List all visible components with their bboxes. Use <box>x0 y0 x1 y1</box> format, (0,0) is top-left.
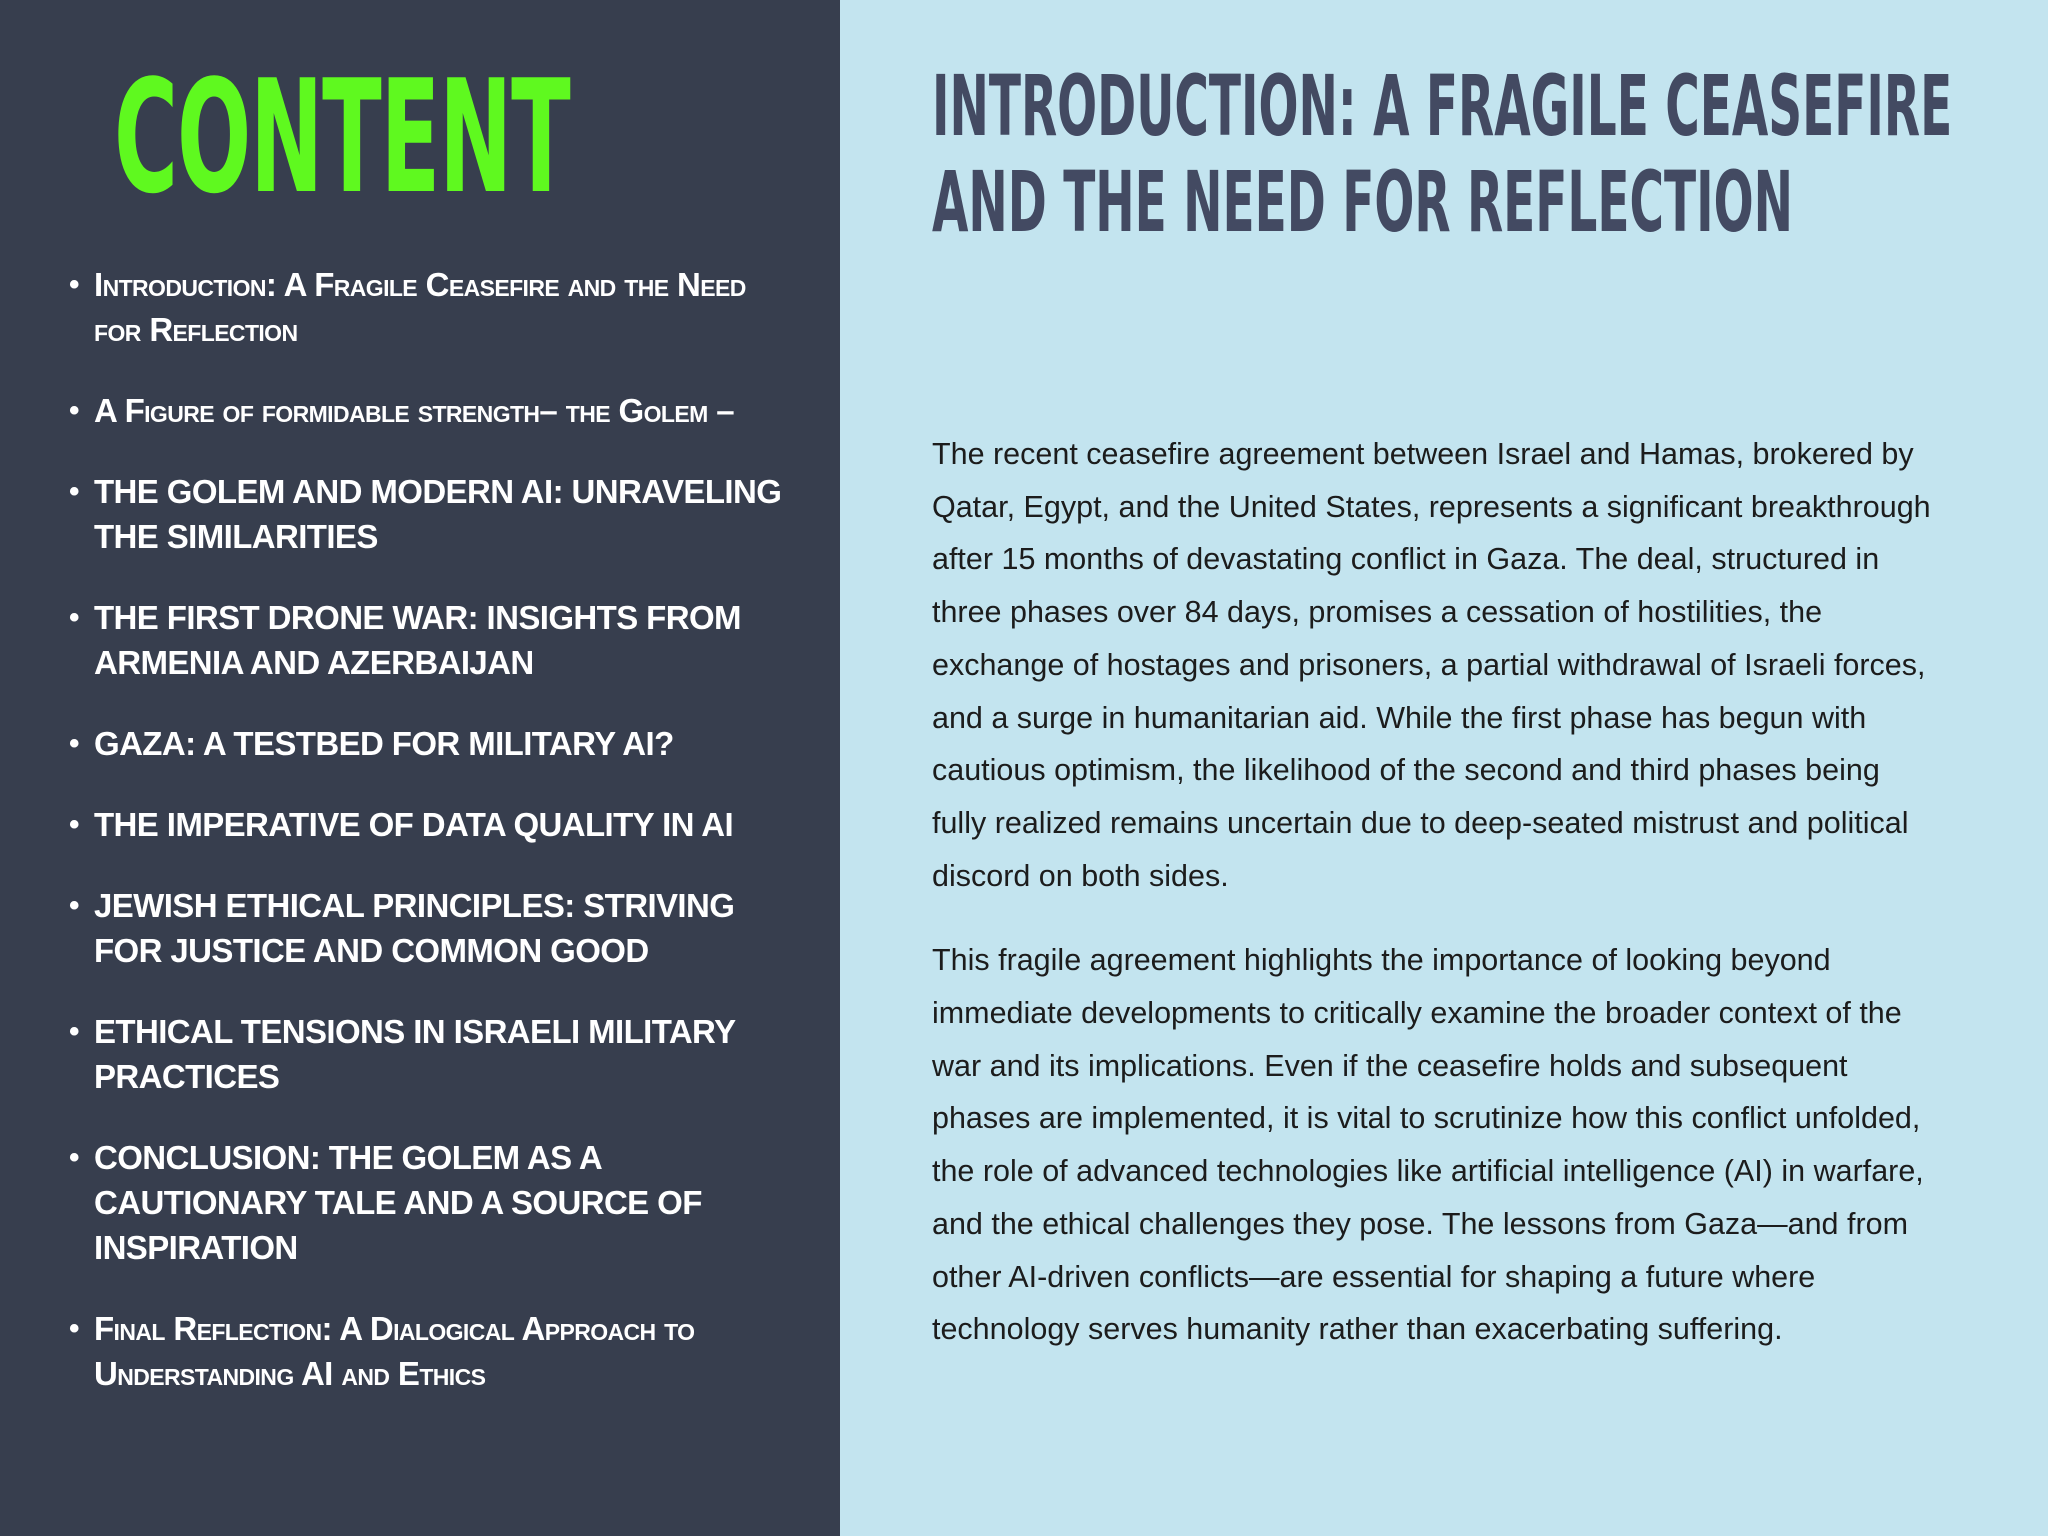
bullet-icon: • <box>69 475 79 508</box>
bullet-icon: • <box>69 1141 79 1174</box>
toc-item-label: Introduction: A Fragile Ceasefire and the Need for Reflection <box>94 266 746 348</box>
toc-item-jewish-ethics[interactable] <box>64 883 784 973</box>
toc-item-ethical-tensions[interactable] <box>64 1009 784 1099</box>
contents-heading: CONTENT <box>114 46 570 228</box>
toc-item-first-drone-war[interactable] <box>64 595 784 685</box>
paragraph: The recent ceasefire agreement between Israel and Hamas, brokered by Qatar, Egypt, and the United States, represents a significant breakthrough after 15 months of devastating conflict in Gaza. The deal, structured in three phases over 84 days, promises a cessation of hostilities, the exchange of hostages and prisoners, a partial withdrawal of Israeli forces, and a surge in humanitarian aid. While the first phase has begun with cautious optimism, the likelihood of the second and third phases being fully realized remains uncertain due to deep-seated mistrust and political discord on both sides. <box>932 437 1931 893</box>
bullet-icon: • <box>69 601 79 634</box>
toc-item-label: GAZA: A TESTBED FOR MILITARY AI? <box>94 725 674 762</box>
bullet-icon: • <box>69 808 79 841</box>
toc-item-label: THE IMPERATIVE OF DATA QUALITY IN AI <box>94 806 734 843</box>
section-title: INTRODUCTION: A FRAGILE CEASEFIRE AND THE NEED FOR REFLECTION <box>932 57 1953 251</box>
toc-item-data-quality[interactable] <box>64 802 784 847</box>
toc-item-label: JEWISH ETHICAL PRINCIPLES: STRIVING FOR JUSTICE AND COMMON GOOD <box>94 887 735 969</box>
toc-item-conclusion[interactable] <box>64 1135 784 1270</box>
toc-item-golem-modern-ai[interactable] <box>64 469 784 559</box>
article-body <box>932 428 1942 1388</box>
bullet-icon: • <box>69 889 79 922</box>
toc-item-label: THE FIRST DRONE WAR: INSIGHTS FROM ARMENIA AND AZERBAIJAN <box>94 599 741 681</box>
bullet-icon: • <box>69 1015 79 1048</box>
toc-item-introduction[interactable] <box>64 262 784 352</box>
bullet-icon: • <box>69 394 79 427</box>
toc-item-golem-strength[interactable] <box>64 388 784 433</box>
bullet-icon: • <box>69 1312 79 1345</box>
toc-item-final-reflection[interactable] <box>64 1306 784 1396</box>
contents-panel <box>0 0 840 1536</box>
toc-item-label: THE GOLEM AND MODERN AI: UNRAVELING THE SIMILARITIES <box>94 473 782 555</box>
toc-item-gaza-testbed[interactable] <box>64 721 784 766</box>
paragraph: This fragile agreement highlights the importance of looking beyond immediate developments to critically examine the broader context of the war and its implications. Even if the ceasefire holds and subsequent phases are implemented, it is vital to scrutinize how this conflict unfolded, the role of advanced technologies like artificial intelligence (AI) in warfare, and the ethical challenges they pose. The lessons from Gaza—and from other AI-driven conflicts—are essential for shaping a future where technology serves humanity rather than exacerbating suffering. <box>932 943 1924 1347</box>
toc-item-label: ETHICAL TENSIONS IN ISRAELI MILITARY PRACTICES <box>94 1013 735 1095</box>
table-of-contents <box>64 262 784 1432</box>
bullet-icon: • <box>69 727 79 760</box>
toc-item-label: Final Reflection: A Dialogical Approach to Understanding AI and Ethics <box>94 1310 695 1392</box>
bullet-icon: • <box>69 268 79 301</box>
toc-item-label: A Figure of formidable strength– the Golem – <box>94 392 734 429</box>
toc-item-label: CONCLUSION: THE GOLEM AS A CAUTIONARY TALE AND A SOURCE OF INSPIRATION <box>94 1139 702 1266</box>
